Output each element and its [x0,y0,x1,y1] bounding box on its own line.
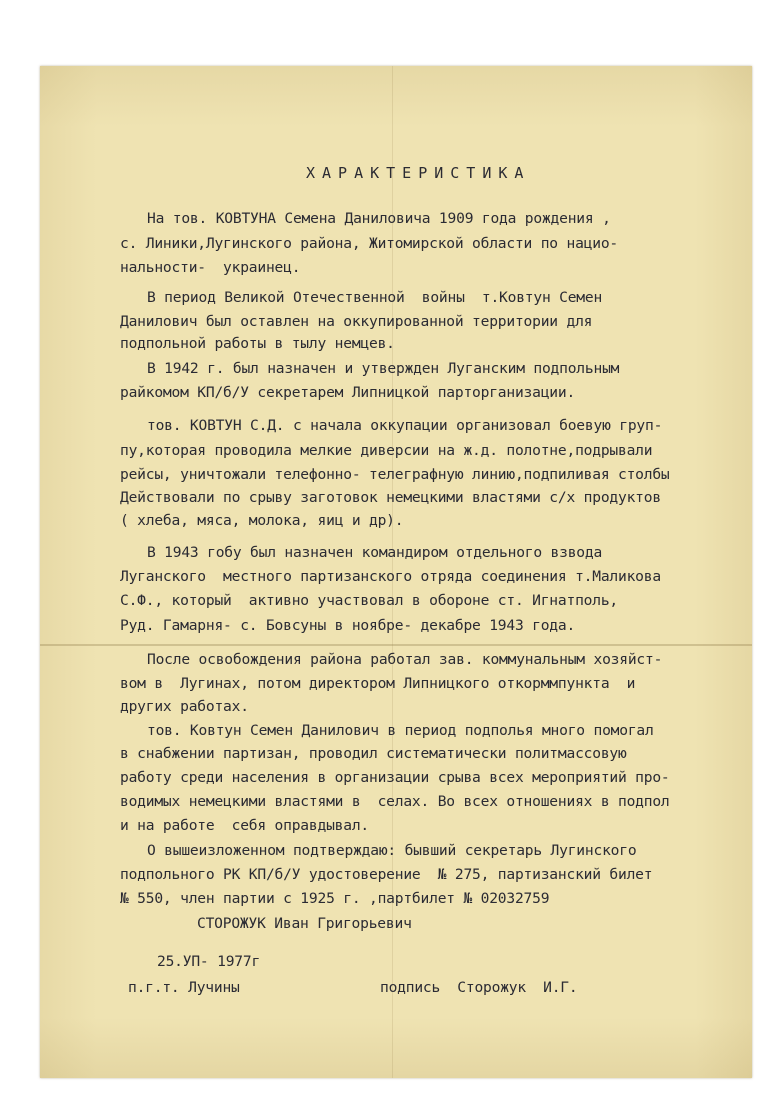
document-title: ХАРАКТЕРИСТИКА [306,164,531,182]
text-line-10: пу,которая проводила мелкие диверсии на ж.д. полотне,подрывали [120,442,653,459]
signer-name: СТОРОЖУК Иван Григорьевич [197,915,412,932]
text-line-14: В 1943 гобу был назначен командиром отдельного взвода [147,544,603,561]
text-line-11: рейсы, уничтожали телефонно- телеграфную линию,подпиливая столбы [120,466,670,483]
text-line-18: После освобождения района работал зав. коммунальным хозяйст- [147,651,663,668]
text-line-15: Луганского местного партизанского отряда соединения т.Маликова [120,568,661,585]
text-line-16: С.Ф., который активно участвовал в обороне ст. Игнатполь, [120,592,618,609]
signature-line: подпись Сторожук И.Г. [380,979,578,996]
text-line-22: в снабжении партизан, проводил систематически политмассовую [120,745,627,762]
document-place: п.г.т. Лучины [128,979,240,996]
text-line-4: В период Великой Отечественной войны т.Ковтун Семен [147,289,603,306]
text-line-21: тов. Ковтун Семен Данилович в период подполья много помогал [147,722,654,739]
text-line-5: Данилович был оставлен на оккупированной территории для [120,313,593,330]
text-line-9: тов. КОВТУН С.Д. с начала оккупации организовал боевую груп- [147,417,663,434]
text-line-2: с. Линики,Лугинского района, Житомирской области по нацио- [120,235,618,252]
text-line-3: нальности- украинец. [120,259,301,276]
text-line-23: работу среди населения в организации срыва всех мероприятий про- [120,769,670,786]
text-line-7: В 1942 г. был назначен и утвержден Луганским подпольным [147,360,620,377]
text-line-12: Действовали по срыву заготовок немецкими властями с/х продуктов [120,489,661,506]
paper-fold-horizontal [40,644,752,646]
text-line-19: вом в Лугинах, потом директором Липницкого откорммпункта и [120,675,636,692]
text-line-25: и на работе себя оправдывал. [120,817,369,834]
text-line-27: подпольного РК КП/б/У удостоверение № 275, партизанский билет [120,866,653,883]
text-line-20: других работах. [120,698,249,715]
text-line-1: На тов. КОВТУНА Семена Даниловича 1909 года рождения , [147,210,611,227]
text-line-8: райкомом КП/б/У секретарем Липницкой парторганизации. [120,384,576,401]
text-line-28: № 550, член партии с 1925 г. ,партбилет № 02032759 [120,890,550,907]
text-line-26: О вышеизложенном подтверждаю: бывший секретарь Лугинского [147,842,637,859]
document-date: 25.УП- 1977г [157,953,261,970]
text-line-6: подпольной работы в тылу немцев. [120,335,395,352]
text-line-24: водимых немецкими властями в селах. Во всех отношениях в подпол [120,793,670,810]
document-page [40,66,752,1078]
text-line-17: Руд. Гамарня- с. Бовсуны в ноябре- декабре 1943 года. [120,617,576,634]
text-line-13: ( хлеба, мяса, молока, яиц и др). [120,512,404,529]
